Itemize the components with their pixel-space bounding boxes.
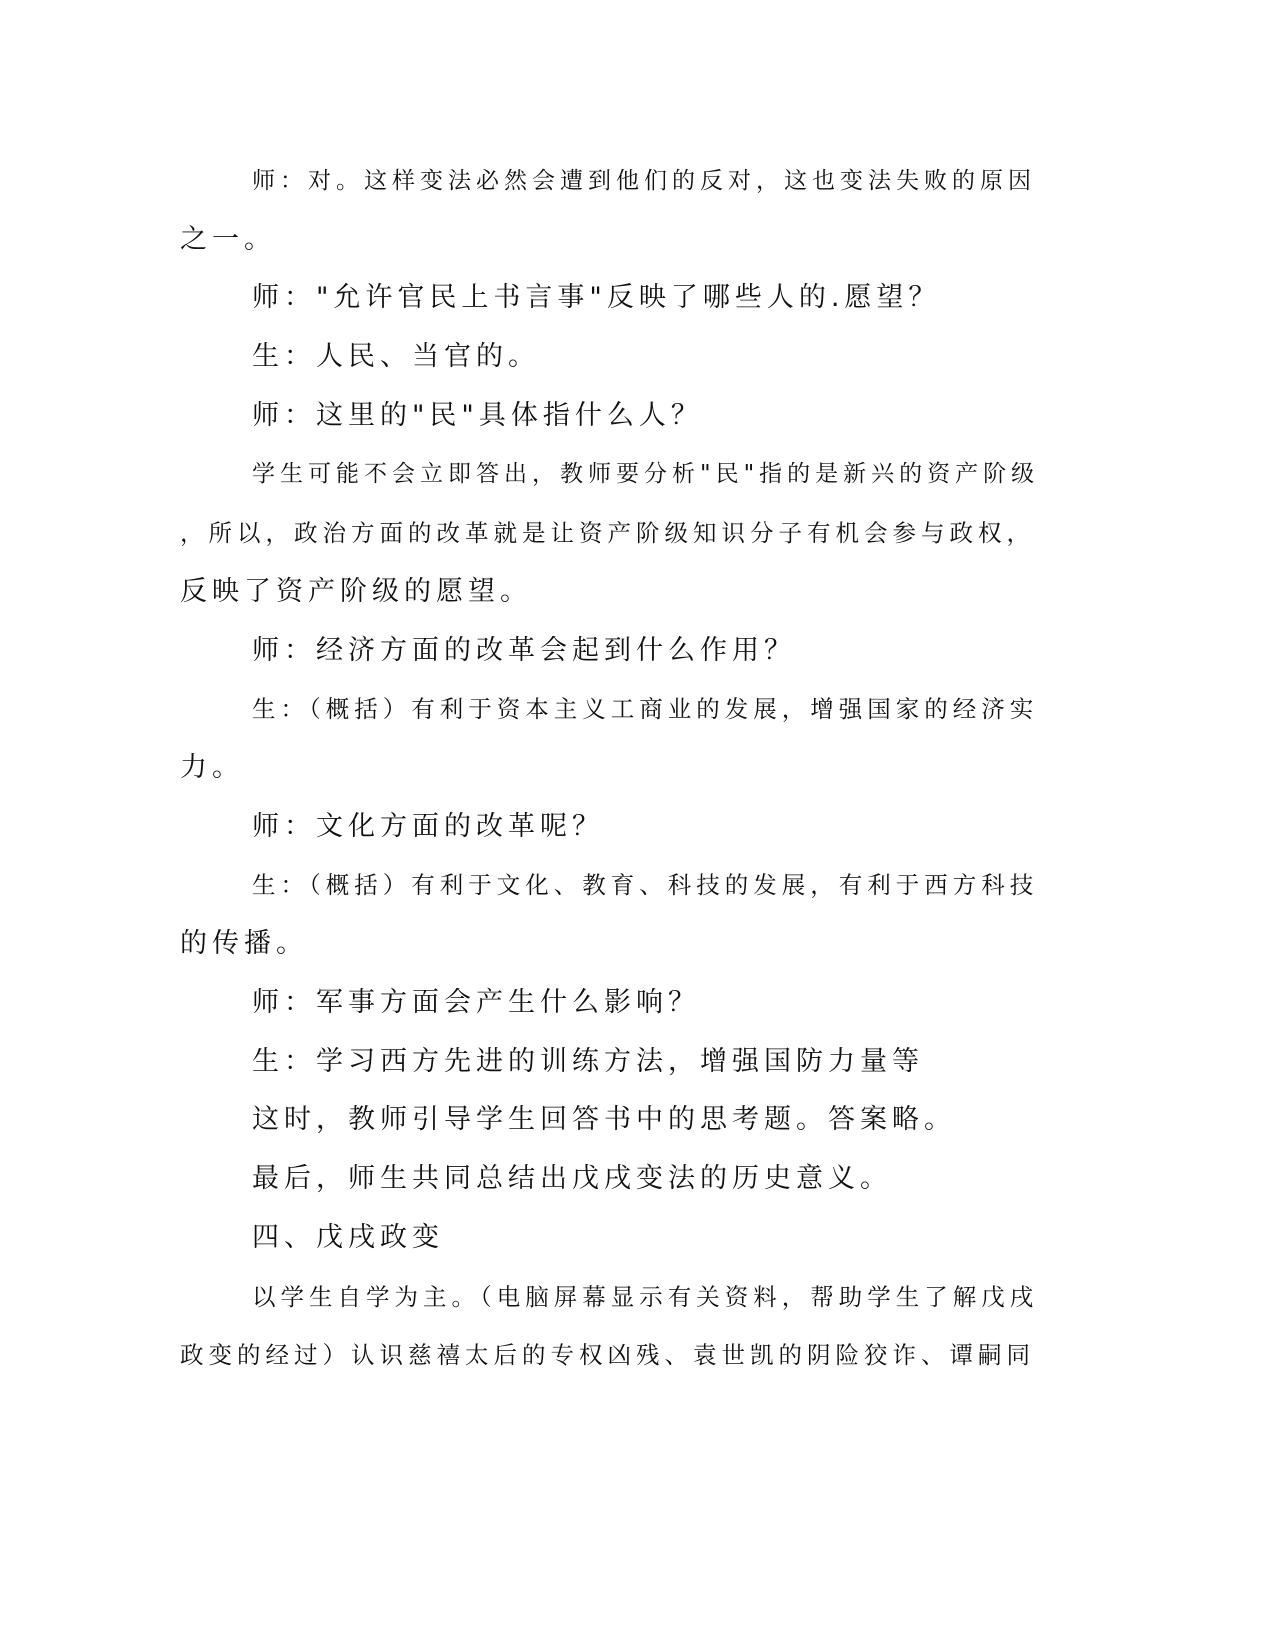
text-line: 生：（概括）有利于资本主义工商业的发展，增强国家的经济实 xyxy=(252,695,1039,723)
text-line: 师：经济方面的改革会起到什么作用？ xyxy=(252,635,796,666)
text-line: 政变的经过）认识慈禧太后的专权凶残、袁世凯的阴险狡诈、谭嗣同 xyxy=(180,1341,1035,1369)
text-line: 之一。 xyxy=(180,224,276,255)
text-line: 力。 xyxy=(180,752,244,783)
section-heading: 四、戊戌政变 xyxy=(252,1222,444,1253)
text-line: 生：学习西方先进的训练方法，增强国防力量等 xyxy=(252,1046,924,1077)
text-line: 生：（概括）有利于文化、教育、科技的发展，有利于西方科技 xyxy=(252,871,1039,899)
text-line: 这时，教师引导学生回答书中的思考题。答案略。 xyxy=(252,1104,956,1135)
text-line: 师：军事方面会产生什么影响？ xyxy=(252,987,700,1018)
text-line: 的传播。 xyxy=(180,928,308,959)
text-line: 师：对。这样变法必然会遭到他们的反对，这也变法失败的原因 xyxy=(252,168,1036,194)
text-line: 学生可能不会立即答出，教师要分析"民"指的是新兴的资产阶级 xyxy=(252,461,1040,487)
text-line: 反映了资产阶级的愿望。 xyxy=(180,576,532,607)
text-line: 师：文化方面的改革呢？ xyxy=(252,811,604,842)
text-line: 以学生自学为主。（电脑屏幕显示有关资料，帮助学生了解戊戌 xyxy=(252,1283,1039,1311)
text-line: 师：这里的"民"具体指什么人？ xyxy=(252,400,703,431)
text-line: ，所以，政治方面的改革就是让资产阶级知识分子有机会参与政权， xyxy=(180,519,1035,547)
text-line: 最后，师生共同总结出戊戌变法的历史意义。 xyxy=(252,1163,892,1194)
text-line: 生：人民、当官的。 xyxy=(252,341,540,372)
text-line: 师："允许官民上书言事"反映了哪些人的.愿望？ xyxy=(252,282,941,313)
